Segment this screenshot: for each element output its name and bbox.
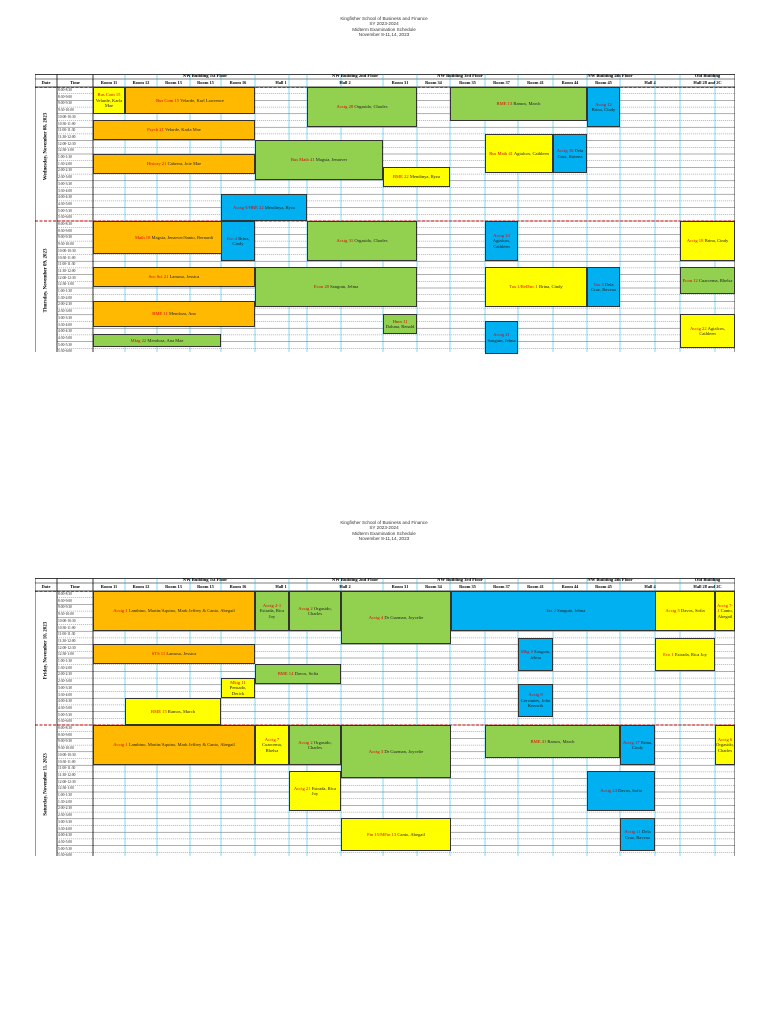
time-slot: 1:30-2:00 — [58, 295, 72, 300]
building-label: Old Building — [694, 73, 721, 78]
exam-block[interactable]: Acctg 21 Estrada, Rica Joy — [289, 771, 341, 811]
exam-block[interactable]: BME 13 Ramos, March — [450, 87, 587, 121]
time-slot: 1:00-1:30 — [58, 793, 72, 797]
time-slot: 4:30-5:00 — [58, 335, 72, 340]
time-slot: 11:00-11:30 — [58, 766, 76, 771]
col-room: Room 12 — [132, 584, 150, 589]
exam-block[interactable]: Bus Com 15 Velarde, Karla Mae — [93, 87, 125, 114]
exam-block[interactable]: Acctg 7-1 Canto, Abegail — [715, 591, 735, 631]
time-slot: 11:30-12:00 — [58, 772, 76, 777]
col-room: Room 15 — [197, 584, 214, 589]
building-label: NW Building 1st Floor — [182, 73, 228, 78]
time-slot: 4:30-5:00 — [58, 201, 72, 206]
col-room: Hall 1 — [275, 584, 287, 589]
exam-block[interactable]: Bus Math 41 Agtalcos, Cathleen — [485, 134, 553, 173]
time-slot: 12:30-1:00 — [58, 652, 74, 657]
col-room: Hall 28 and 2C — [693, 584, 722, 589]
col-room: Room 31 — [391, 80, 409, 85]
exam-block[interactable]: Mktg 11 Pensado, Derick — [221, 678, 255, 698]
exam-block[interactable]: Eco 1 Estrada, Rica Joy — [655, 638, 715, 671]
school-name: Kingfisher School of Business and Finance — [340, 16, 428, 21]
school-year: SY 2023-2024 — [369, 525, 399, 531]
col-room: Room 35 — [459, 584, 476, 589]
time-slot: 5:00-5:30 — [58, 342, 72, 347]
time-slot: 5:30-6:00 — [58, 719, 72, 724]
exam-block[interactable]: History 21 Cabrera, Joie Mae — [93, 154, 255, 174]
exam-block[interactable]: Acctg 12 Brina, Cindy — [587, 87, 620, 127]
school-name: Kingfisher School of Business and Finance — [340, 520, 428, 525]
col-room: Hall 4 — [644, 80, 656, 85]
time-slot: 5:00-5:30 — [58, 208, 72, 213]
school-year: SY 2023-2024 — [369, 21, 399, 27]
exam-block[interactable]: Acctg 28 Orgasido, Charles — [307, 87, 417, 127]
exam-block[interactable]: BME 41 Ramos, March — [485, 725, 620, 758]
day-label: Saturday, November 11, 2023 — [43, 753, 49, 816]
time-slot: 1:00-1:30 — [58, 289, 72, 293]
exam-block[interactable]: Acctg 8 Cervantes, John Kenneth — [518, 684, 553, 717]
building-label: NW Building 1st Floor — [182, 577, 228, 582]
exam-block[interactable]: BME 14 Davos, Sofia — [255, 664, 341, 684]
time-slot: 3:00-3:30 — [58, 819, 72, 824]
schedule-dates: November 8-11,14, 2023 — [358, 32, 410, 38]
time-slot: 9:30-10:00 — [58, 746, 74, 751]
time-slot: 9:00-9:30 — [58, 605, 72, 610]
time-slot: 10:00-10:30 — [58, 248, 76, 253]
exam-block[interactable]: Acctg 6 Orgasido, Charles — [715, 725, 735, 765]
time-slot: 1:30-2:00 — [58, 665, 72, 670]
exam-block[interactable]: Bus Com 15 Velarde, Karl Lawrence — [125, 87, 255, 114]
time-slot: 11:30-12:00 — [58, 134, 76, 139]
time-slot: 12:30-1:00 — [58, 148, 74, 153]
exam-block[interactable]: Acctg 13 Agtalcos, Cathleen — [485, 221, 518, 261]
col-room: Room 31 — [391, 584, 409, 589]
col-room: Room 35 — [459, 80, 476, 85]
col-room: Hall 4 — [644, 584, 656, 589]
exam-block[interactable]: Acctg 22 Agtalcos, Cathleen — [680, 314, 735, 348]
exam-block[interactable]: Tax 1/RelEnc 1 Brina, Cindy — [485, 267, 587, 307]
exam-block[interactable]: Acctg 31 Orgasido, Charles — [307, 221, 417, 261]
time-slot: 8:30-9:00 — [58, 598, 72, 603]
exam-block[interactable]: Tax 3 Dela Cruz, Ravena — [587, 267, 620, 307]
time-slot: 1:30-2:00 — [58, 799, 72, 804]
time-slot: 10:30-11:00 — [58, 759, 76, 764]
time-slot: 5:00-5:30 — [58, 846, 72, 851]
time-slot: 12:00-12:30 — [58, 141, 76, 146]
time-slot: 2:30-3:00 — [58, 175, 72, 180]
col-time: Time — [70, 80, 80, 85]
col-date: Date — [41, 80, 51, 85]
exam-block[interactable]: Psych 21 Velarde, Karla Mae — [93, 120, 255, 140]
time-slot: 8:00-8:30 — [58, 726, 72, 730]
time-slot: 5:30-6:00 — [58, 215, 72, 220]
exam-block[interactable]: STS 11 Lamoso, Jessica — [93, 644, 255, 664]
time-slot: 12:00-12:30 — [58, 779, 76, 784]
exam-block[interactable]: Acctg 1 Lambino, Martin/Aquino, Mark Jeffrey & Canto, Abegail — [93, 725, 255, 765]
col-room: Hall 2 — [339, 584, 351, 589]
time-slot: 5:00-5:30 — [58, 712, 72, 717]
time-slot: 8:00-8:30 — [58, 88, 72, 92]
time-slot: 3:00-3:30 — [58, 181, 72, 186]
building-label: NW Building 4th Floor — [587, 73, 633, 78]
exam-block[interactable]: BME 15 Ramos, March — [125, 698, 221, 725]
time-slot: 1:00-1:30 — [58, 659, 72, 663]
col-room: Room 41 — [527, 584, 544, 589]
time-slot: 12:30-1:00 — [58, 282, 74, 287]
col-room: Room 41 — [527, 80, 544, 85]
sheet1-schedule-table — [35, 74, 735, 352]
exam-block[interactable]: Acctg 5 Davos, Sofia — [655, 591, 715, 631]
exam-block[interactable]: Acctg 24 Davos, Sofia — [587, 771, 655, 811]
exam-block[interactable]: BME 11 Mendoza, Ana — [93, 301, 255, 327]
schedule-title: Midterm Examination Schedule — [352, 530, 416, 536]
day-label: Wednesday, November 08, 2023 — [43, 112, 49, 181]
exam-block[interactable]: Acctg 3 Dr Guzman, Joycelie — [341, 725, 451, 778]
exam-block[interactable]: Acctg 16 Dela Cruz, Ravena — [553, 134, 587, 173]
exam-block[interactable]: Acctg 2 Orgasido, Charles — [289, 591, 341, 631]
time-slot: 9:30-10:00 — [58, 108, 74, 113]
time-slot: 12:00-12:30 — [58, 275, 76, 280]
time-slot: 5:30-6:00 — [58, 853, 72, 858]
day-label: Thursday, November 09, 2023 — [43, 248, 49, 313]
exam-block[interactable]: Acctg 17 Brina, Cindy — [620, 725, 655, 765]
time-slot: 1:00-1:30 — [58, 155, 72, 159]
col-room: Room 45 — [595, 584, 612, 589]
col-room: Room 13 — [165, 80, 182, 85]
time-slot: 8:30-9:00 — [58, 94, 72, 99]
time-slot: 11:30-12:00 — [58, 268, 76, 273]
col-room: Room 37 — [493, 80, 510, 85]
time-slot: 10:00-10:30 — [58, 752, 76, 757]
exam-block[interactable]: Soc Sci 21 Lamoso, Jessica — [93, 267, 255, 287]
time-slot: 2:00-2:30 — [58, 302, 72, 307]
building-label: NW Building 2nd Floor — [331, 577, 379, 582]
col-room: Room 11 — [100, 80, 118, 85]
time-slot: 8:30-9:00 — [58, 732, 72, 737]
exam-block[interactable]: Math 18 Magsia, Jenarver/Santo, Bernardi — [93, 221, 255, 254]
sheet2-schedule-table — [35, 578, 735, 856]
col-room: Room 16 — [229, 80, 247, 85]
time-slot: 2:30-3:00 — [58, 679, 72, 684]
exam-block[interactable]: BME 22 Mendinya, Ryza — [383, 167, 450, 187]
time-slot: 9:00-9:30 — [58, 739, 72, 744]
building-label: NW Building 3rd Floor — [437, 577, 483, 582]
col-room: Room 44 — [561, 80, 579, 85]
time-slot: 4:00-4:30 — [58, 329, 72, 334]
exam-block[interactable]: Bus Math 41 Magsia, Jenarver — [255, 140, 383, 180]
time-slot: 12:00-12:30 — [58, 645, 76, 650]
time-slot: 4:30-5:00 — [58, 839, 72, 844]
time-slot: 11:30-12:00 — [58, 638, 76, 643]
col-room: Hall 1 — [275, 80, 287, 85]
time-slot: 10:30-11:00 — [58, 255, 76, 260]
exam-block[interactable]: Hmn 11 Daluna, Renald — [383, 314, 417, 334]
time-slot: 3:30-4:00 — [58, 826, 72, 831]
time-slot: 3:30-4:00 — [58, 692, 72, 697]
time-slot: 10:30-11:00 — [58, 121, 76, 126]
time-slot: 9:30-10:00 — [58, 242, 74, 247]
sheet1-header — [0, 16, 768, 38]
col-room: Room 13 — [165, 584, 182, 589]
time-slot: 3:30-4:00 — [58, 188, 72, 193]
col-time: Time — [70, 584, 80, 589]
time-slot: 4:00-4:30 — [58, 195, 72, 200]
time-slot: 11:00-11:30 — [58, 262, 76, 267]
building-label: NW Building 4th Floor — [587, 577, 633, 582]
time-slot: 3:30-4:00 — [58, 322, 72, 327]
time-slot: 11:00-11:30 — [58, 632, 76, 637]
building-label: Old Building — [694, 577, 721, 582]
exam-block[interactable]: Acctg 11 Dela Cruz, Ravena — [620, 818, 655, 851]
exam-block[interactable]: Mkg 5 Sanguin, Jelma — [518, 638, 553, 671]
schedule-title: Midterm Examination Schedule — [352, 26, 416, 32]
time-slot: 1:30-2:00 — [58, 161, 72, 166]
exam-block[interactable]: Acctg 4 Dr Guzman, Joycelie — [341, 591, 451, 644]
col-room: Room 45 — [595, 80, 612, 85]
building-label: NW Building 3rd Floor — [437, 73, 483, 78]
time-slot: 10:00-10:30 — [58, 114, 76, 119]
col-room: Room 44 — [561, 584, 579, 589]
time-slot: 8:00-8:30 — [58, 592, 72, 596]
time-slot: 4:00-4:30 — [58, 833, 72, 838]
time-slot: 2:30-3:00 — [58, 309, 72, 314]
exam-block[interactable]: Acctg 7 Cuarcema, Rhelsa — [255, 725, 289, 765]
exam-block[interactable]: Acctg 9/HBE 22 Mendinya, Ryza — [221, 194, 307, 221]
time-slot: 9:30-10:00 — [58, 612, 74, 617]
time-slot: 3:00-3:30 — [58, 685, 72, 690]
time-slot: 4:30-5:00 — [58, 705, 72, 710]
exam-block[interactable]: Acctg 21 Sanguin, Jelma — [485, 321, 518, 354]
time-slot: 9:00-9:30 — [58, 235, 72, 240]
exam-block[interactable]: Econ 28 Sanguin, Jelma — [255, 267, 417, 307]
schedule-dates: November 8-11,14, 2023 — [358, 536, 410, 542]
time-slot: 12:30-1:00 — [58, 786, 74, 791]
day-label: Friday, November 10, 2023 — [43, 621, 49, 680]
time-slot: 3:00-3:30 — [58, 315, 72, 320]
time-slot: 9:00-9:30 — [58, 101, 72, 106]
exam-block[interactable]: Fin 15/MFin 13 Canto, Abegail — [341, 818, 451, 851]
exam-block[interactable]: Mktg 22 Mendoza, Ana Mae — [93, 334, 221, 347]
col-room: Room 34 — [425, 80, 442, 85]
time-slot: 11:00-11:30 — [58, 128, 76, 133]
col-room: Room 11 — [100, 584, 118, 589]
time-slot: 2:00-2:30 — [58, 672, 72, 677]
time-slot: 4:00-4:30 — [58, 699, 72, 704]
sheet2-header — [0, 520, 768, 542]
exam-block[interactable]: Acctg 1 Lambino, Martin/Aquino, Mark Jeffrey & Canto, Abegail — [93, 591, 255, 631]
col-date: Date — [41, 584, 51, 589]
col-room: Hall 28 and 2C — [693, 80, 722, 85]
exam-block[interactable]: Eco 4 Brina, Cindy — [221, 221, 255, 261]
exam-block[interactable]: Tax 2 Sanguin, Jelma — [451, 591, 680, 631]
time-slot: 8:30-9:00 — [58, 228, 72, 233]
exam-block[interactable]: Acctg 2 Orgasido, Charles — [289, 725, 341, 765]
time-slot: 2:00-2:30 — [58, 168, 72, 173]
time-slot: 10:00-10:30 — [58, 618, 76, 623]
time-slot: 2:30-3:00 — [58, 813, 72, 818]
col-room: Room 15 — [197, 80, 214, 85]
col-room: Room 34 — [425, 584, 442, 589]
time-slot: 10:30-11:00 — [58, 625, 76, 630]
building-label: NW Building 2nd Floor — [331, 73, 379, 78]
col-room: Hall 2 — [339, 80, 351, 85]
col-room: Room 16 — [229, 584, 247, 589]
col-room: Room 12 — [132, 80, 150, 85]
col-room: Room 37 — [493, 584, 510, 589]
time-slot: 8:00-8:30 — [58, 222, 72, 226]
time-slot: 2:00-2:30 — [58, 806, 72, 811]
exam-block[interactable]: Acctg 18 Brina, Cindy — [680, 221, 735, 261]
exam-block[interactable]: Econ 12 Cuarcema, Rhelsa — [680, 267, 735, 294]
exam-block[interactable]: Acctg 2-1 Estrada, Rica Joy — [255, 591, 289, 631]
time-slot: 5:30-6:00 — [58, 349, 72, 354]
